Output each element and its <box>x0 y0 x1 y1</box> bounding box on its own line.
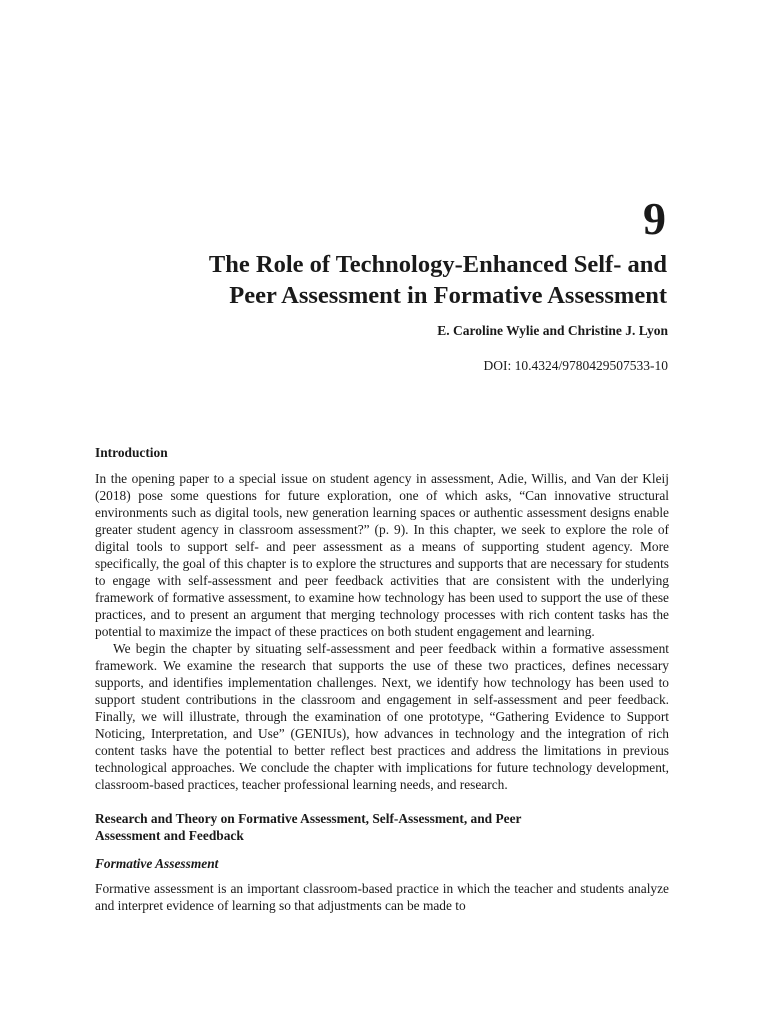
introduction-heading: Introduction <box>95 445 168 460</box>
chapter-number: 9 <box>643 193 666 244</box>
research-theory-heading-line-2: Assessment and Feedback <box>95 828 244 843</box>
formative-assessment-paragraph: Formative assessment is an important classroom-based practice in which the teacher and students analyze and interpret evidence of learning so that adjustments can be made to <box>95 881 669 913</box>
research-theory-heading-line-1: Research and Theory on Formative Assessment, Self-Assessment, and Peer <box>95 811 522 826</box>
chapter-body <box>95 444 669 914</box>
chapter-authors: E. Caroline Wylie and Christine J. Lyon <box>437 323 668 338</box>
research-theory-heading <box>95 810 669 844</box>
introduction-paragraph-1: In the opening paper to a special issue on student agency in assessment, Adie, Willis, and Van der Kleij (2018) pose some questions for future exploration, one of which asks, “Can innovative structural environments such as digital tools, new generation learning spaces or authentic assessment designs enable greater student agency in classroom assessment?” (p. 9). In this chapter, we seek to explore the role of digital tools to support self- and peer assessment as a means of supporting student agency. More specifically, the goal of this chapter is to explore the structures and supports that are necessary for students to engage with self-assessment and peer feedback activities that are consistent with the underlying framework of formative assessment, to examine how technology has been used to support the use of these practices, and to present an argument that merging technology processes with rich content tasks has the potential to maximize the impact of these practices on both student engagement and learning. <box>95 471 669 639</box>
chapter-title-line-1: The Role of Technology-Enhanced Self- and <box>208 251 667 278</box>
chapter-doi: DOI: 10.4324/9780429507533-10 <box>483 358 668 373</box>
formative-assessment-heading: Formative Assessment <box>95 856 219 871</box>
introduction-paragraph-2: We begin the chapter by situating self-assessment and peer feedback within a formative assessment framework. We examine the research that supports the use of these two practices, defines necessary supports, and identifies implementation challenges. Next, we identify how technology has been used to support student contributions in the classroom and engagement in self-assessment and peer feedback. Finally, we will illustrate, through the examination of one prototype, “Gathering Evidence to Support Noticing, Interpretation, and Use” (GENIUs), how advances in technology and the integration of rich content tasks have the potential to better reflect best practices and address the limitations in previous technological approaches. We conclude the chapter with implications for future technology development, classroom-based practices, teacher professional learning needs, and research. <box>95 641 669 792</box>
chapter-title <box>107 249 667 311</box>
chapter-title-line-2: Peer Assessment in Formative Assessment <box>229 282 667 309</box>
